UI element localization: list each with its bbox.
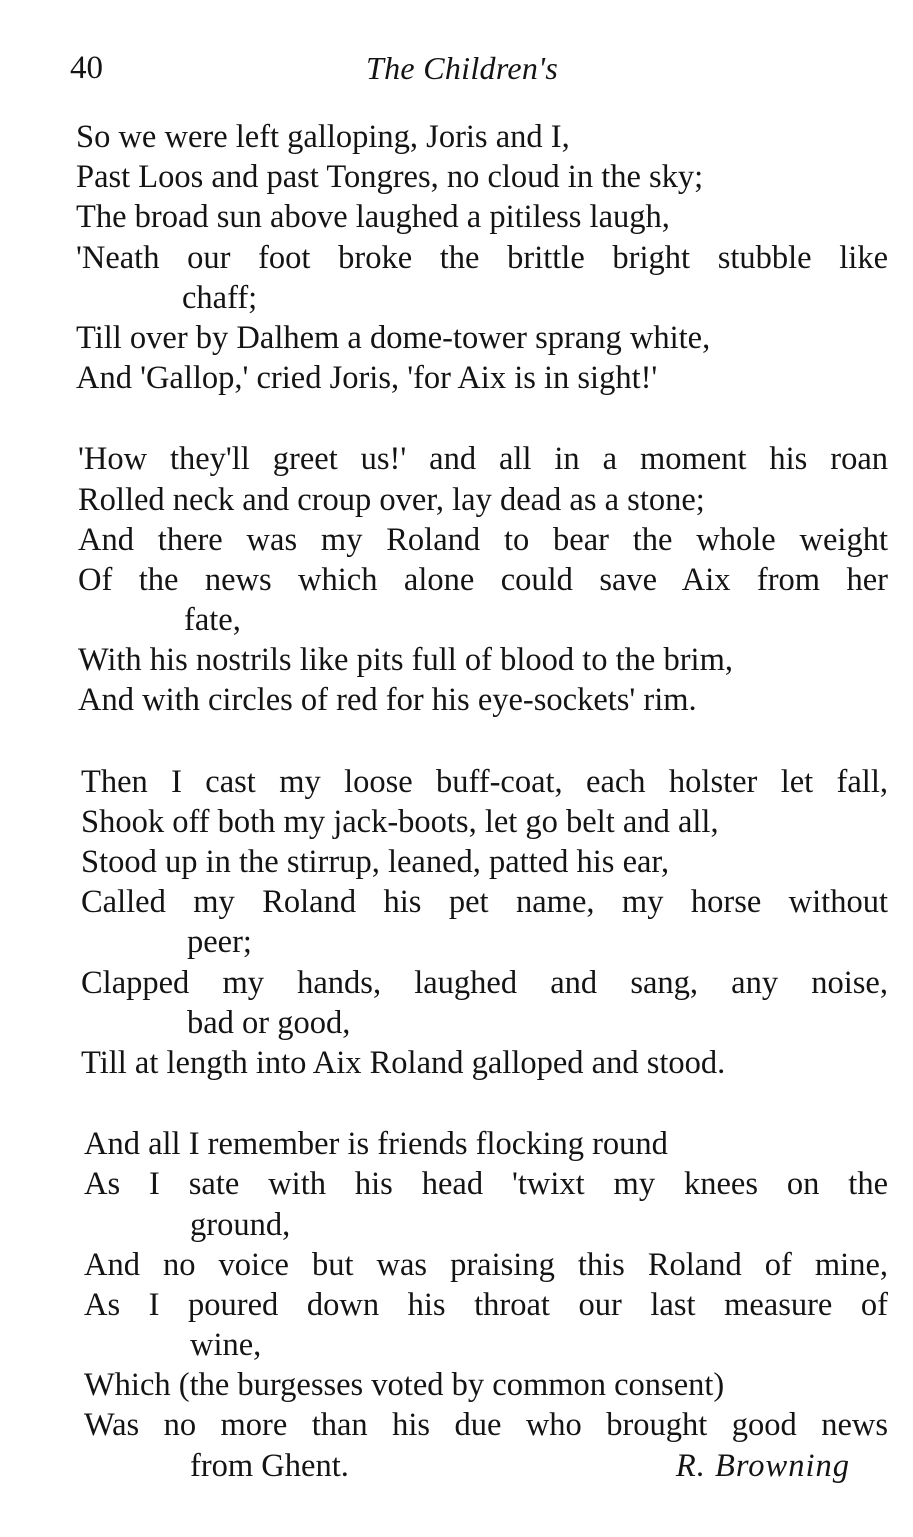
poem-line-continuation: from Ghent.: [190, 1447, 349, 1484]
poem-line: Rolled neck and croup over, lay dead as a stone;: [78, 481, 705, 518]
poem-line: Till at length into Aix Roland galloped and stood.: [81, 1044, 726, 1081]
poem-line: And all I remember is friends flocking round: [84, 1126, 668, 1163]
poem-line: And 'Gallop,' cried Joris, 'for Aix is in sight!': [76, 360, 658, 397]
poem-line: Called my Roland his pet name, my horse without: [81, 884, 888, 921]
poem-line: Was no more than his due who brought good news: [84, 1407, 888, 1444]
poem-line: And no voice but was praising this Roland of mine,: [84, 1246, 888, 1283]
poem-line: The broad sun above laughed a pitiless laugh,: [76, 199, 670, 236]
stanza-3: [76, 762, 888, 1084]
poem-line: And there was my Roland to bear the whole weight: [78, 521, 888, 558]
stanza-2: [76, 439, 888, 720]
poem-line: Which (the burgesses voted by common consent): [84, 1367, 725, 1404]
poem-line: 'Neath our foot broke the brittle bright stubble like: [76, 239, 888, 276]
poem-line: Shook off both my jack-boots, let go belt and all,: [81, 803, 719, 840]
poem-line-continuation: fate,: [184, 602, 241, 639]
poem-line: Till over by Dalhem a dome-tower sprang white,: [76, 319, 711, 356]
poem-line-continuation: chaff;: [182, 279, 258, 316]
running-head: [68, 46, 888, 90]
poem-line: As I sate with his head 'twixt my knees on the: [84, 1166, 888, 1203]
poem-line: Then I cast my loose buff-coat, each holster let fall,: [81, 763, 888, 800]
poem-line: As I poured down his throat our last measure of: [84, 1286, 888, 1323]
poem-line: And with circles of red for his eye-sockets' rim.: [78, 682, 697, 719]
poem-line-continuation: wine,: [190, 1327, 262, 1364]
poem-line: 'How they'll greet us!' and all in a moment his roan: [78, 441, 888, 478]
poem-line-continuation: ground,: [190, 1206, 291, 1243]
poem-final-line: [84, 1446, 888, 1486]
poem-line: Stood up in the stirrup, leaned, patted his ear,: [81, 844, 670, 880]
poem-attribution: R. Browning: [675, 1447, 850, 1484]
poem-line-continuation: bad or good,: [187, 1004, 351, 1041]
poem-line: With his nostrils like pits full of blood to the brim,: [78, 642, 733, 679]
poem-line: Of the news which alone could save Aix from her: [78, 561, 888, 598]
page-number: 40: [70, 50, 103, 86]
stanza-4: [76, 1124, 888, 1486]
poem: [76, 117, 888, 1527]
poem-line: Past Loos and past Tongres, no cloud in the sky;: [76, 159, 704, 196]
poem-line: So we were left galloping, Joris and I,: [76, 119, 570, 155]
poem-line-continuation: peer;: [187, 924, 252, 961]
poem-line: Clapped my hands, laughed and sang, any noise,: [81, 964, 888, 1001]
running-title: The Children's: [366, 50, 559, 86]
stanza-1: [76, 117, 888, 398]
